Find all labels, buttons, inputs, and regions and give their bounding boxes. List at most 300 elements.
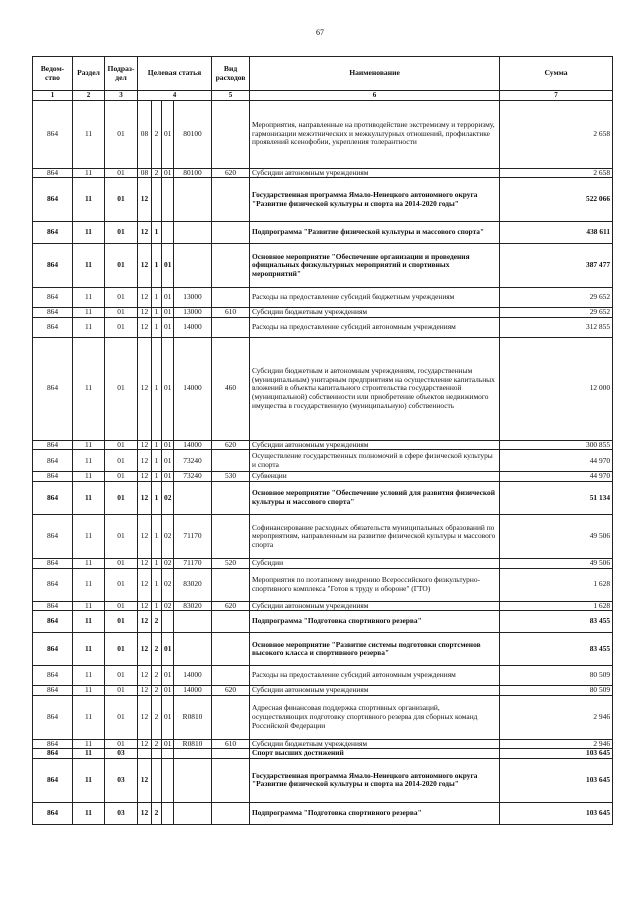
sum-cell: 12 000 [500, 337, 613, 440]
target-direction-cell [174, 178, 212, 222]
target-direction-cell: R0810 [174, 695, 212, 739]
table-row [33, 308, 613, 318]
target-subprogram-cell: 2 [152, 686, 162, 696]
expense-type-cell [212, 633, 250, 666]
item-name-cell: Подпрограмма "Подготовка спортивного резерва" [250, 611, 500, 633]
section-cell: 11 [73, 802, 105, 824]
sum-cell: 83 455 [500, 633, 613, 666]
target-activity-cell: 02 [162, 568, 174, 601]
subsection-cell: 03 [105, 802, 138, 824]
subsection-cell: 01 [105, 666, 138, 686]
target-direction-cell: 73240 [174, 450, 212, 472]
item-name-cell: Субсидии бюджетным учреждениям [250, 308, 500, 318]
target-direction-cell: 71170 [174, 558, 212, 568]
section-cell: 11 [73, 666, 105, 686]
section-cell: 11 [73, 337, 105, 440]
target-activity-cell: 01 [162, 695, 174, 739]
section-cell: 11 [73, 450, 105, 472]
section-cell: 11 [73, 100, 105, 168]
target-direction-cell: 13000 [174, 288, 212, 308]
target-direction-cell: 83020 [174, 601, 212, 611]
expense-type-cell [212, 802, 250, 824]
dept-cell: 864 [33, 337, 73, 440]
item-name-cell: Субсидии бюджетным и автономным учреждениям, государственным (муниципальным) унитарным предприятиям на осуществление капитальных вложений в объекты капитального строительства государственной (муниципальной) собственности или приобретение объектов недвижимого имущества в государственную (муниципальную) собственность [250, 337, 500, 440]
sum-cell: 80 509 [500, 666, 613, 686]
table-row [33, 611, 613, 633]
table-body [33, 100, 613, 824]
item-name-cell: Расходы на предоставление субсидий автономным учреждениям [250, 317, 500, 337]
dept-cell: 864 [33, 666, 73, 686]
target-program-cell: 12 [138, 244, 152, 288]
target-direction-cell [174, 749, 212, 759]
dept-cell: 864 [33, 178, 73, 222]
subsection-cell: 01 [105, 100, 138, 168]
target-activity-cell [162, 178, 174, 222]
subsection-cell: 03 [105, 758, 138, 802]
item-name-cell: Субсидии автономным учреждениям [250, 686, 500, 696]
subsection-cell: 01 [105, 739, 138, 749]
target-activity-cell [162, 749, 174, 759]
target-subprogram-cell: 1 [152, 514, 162, 558]
sum-cell: 49 506 [500, 558, 613, 568]
target-direction-cell: 80100 [174, 100, 212, 168]
target-activity-cell: 01 [162, 739, 174, 749]
target-subprogram-cell: 1 [152, 337, 162, 440]
header-row [33, 57, 613, 91]
sum-cell: 44 970 [500, 450, 613, 472]
section-cell: 11 [73, 168, 105, 178]
target-direction-cell: 14000 [174, 440, 212, 450]
dept-cell: 864 [33, 758, 73, 802]
target-direction-cell [174, 802, 212, 824]
target-direction-cell: 83020 [174, 568, 212, 601]
sum-cell: 80 509 [500, 686, 613, 696]
target-subprogram-cell: 1 [152, 317, 162, 337]
expense-type-cell: 610 [212, 308, 250, 318]
col-number: 2 [73, 91, 105, 101]
subsection-cell: 01 [105, 244, 138, 288]
expense-type-cell [212, 450, 250, 472]
dept-cell: 864 [33, 802, 73, 824]
table-row [33, 758, 613, 802]
sum-cell: 387 477 [500, 244, 613, 288]
table-row [33, 558, 613, 568]
col-number: 7 [500, 91, 613, 101]
item-name-cell: Субсидии автономным учреждениям [250, 168, 500, 178]
section-cell: 11 [73, 222, 105, 244]
target-program-cell: 12 [138, 666, 152, 686]
target-direction-cell [174, 244, 212, 288]
subsection-cell: 01 [105, 695, 138, 739]
sum-cell: 1 628 [500, 568, 613, 601]
expense-type-cell: 530 [212, 472, 250, 482]
expense-type-cell: 620 [212, 686, 250, 696]
sum-cell: 103 645 [500, 749, 613, 759]
col-header-section: Раздел [73, 57, 105, 91]
table-row [33, 472, 613, 482]
section-cell: 11 [73, 695, 105, 739]
target-program-cell: 08 [138, 100, 152, 168]
expense-type-cell: 520 [212, 558, 250, 568]
target-subprogram-cell: 2 [152, 633, 162, 666]
target-direction-cell: R0810 [174, 739, 212, 749]
target-subprogram-cell: 2 [152, 666, 162, 686]
target-activity-cell: 01 [162, 440, 174, 450]
table-row [33, 568, 613, 601]
table-row [33, 317, 613, 337]
col-number: 5 [212, 91, 250, 101]
item-name-cell: Субвенции [250, 472, 500, 482]
expense-type-cell [212, 749, 250, 759]
expense-type-cell [212, 317, 250, 337]
expense-type-cell [212, 178, 250, 222]
target-activity-cell [162, 802, 174, 824]
target-program-cell: 12 [138, 601, 152, 611]
target-subprogram-cell [152, 749, 162, 759]
item-name-cell: Осуществление государственных полномочий в сфере физической культуры и спорта [250, 450, 500, 472]
expense-type-cell: 610 [212, 739, 250, 749]
table-row [33, 337, 613, 440]
table-row [33, 168, 613, 178]
sum-cell: 103 645 [500, 758, 613, 802]
col-header-sum: Сумма [500, 57, 613, 91]
table-row [33, 633, 613, 666]
target-program-cell: 12 [138, 308, 152, 318]
col-number: 4 [138, 91, 212, 101]
target-direction-cell [174, 222, 212, 244]
section-cell: 11 [73, 481, 105, 514]
budget-table [32, 56, 613, 825]
col-header-exp-type: Вид расходов [212, 57, 250, 91]
item-name-cell: Субсидии автономным учреждениям [250, 440, 500, 450]
section-cell: 11 [73, 308, 105, 318]
target-direction-cell: 80100 [174, 168, 212, 178]
sum-cell: 29 652 [500, 308, 613, 318]
target-subprogram-cell: 1 [152, 440, 162, 450]
table-row [33, 749, 613, 759]
target-program-cell: 12 [138, 514, 152, 558]
target-program-cell: 12 [138, 288, 152, 308]
dept-cell: 864 [33, 308, 73, 318]
sum-cell: 300 855 [500, 440, 613, 450]
item-name-cell: Субсидии [250, 558, 500, 568]
expense-type-cell [212, 758, 250, 802]
section-cell: 11 [73, 440, 105, 450]
item-name-cell: Основное мероприятие "Развитие системы подготовки спортсменов высокого класса и спортивного резерва" [250, 633, 500, 666]
subsection-cell: 01 [105, 568, 138, 601]
expense-type-cell [212, 100, 250, 168]
target-activity-cell: 01 [162, 168, 174, 178]
column-number-row [33, 91, 613, 101]
section-cell: 11 [73, 758, 105, 802]
subsection-cell: 01 [105, 168, 138, 178]
expense-type-cell [212, 695, 250, 739]
dept-cell: 864 [33, 288, 73, 308]
section-cell: 11 [73, 558, 105, 568]
target-activity-cell: 01 [162, 308, 174, 318]
table-row [33, 178, 613, 222]
subsection-cell: 01 [105, 481, 138, 514]
expense-type-cell [212, 666, 250, 686]
col-number: 6 [250, 91, 500, 101]
item-name-cell: Адресная финансовая поддержка спортивных организаций, осуществляющих подготовку спортивного резерва для сборных команд Российской Федерации [250, 695, 500, 739]
target-program-cell: 12 [138, 686, 152, 696]
target-subprogram-cell: 1 [152, 568, 162, 601]
dept-cell: 864 [33, 222, 73, 244]
subsection-cell: 01 [105, 308, 138, 318]
expense-type-cell: 620 [212, 440, 250, 450]
target-activity-cell: 01 [162, 686, 174, 696]
target-activity-cell: 02 [162, 481, 174, 514]
section-cell: 11 [73, 288, 105, 308]
target-direction-cell [174, 633, 212, 666]
target-activity-cell: 01 [162, 666, 174, 686]
target-subprogram-cell: 2 [152, 695, 162, 739]
target-direction-cell [174, 481, 212, 514]
subsection-cell: 01 [105, 514, 138, 558]
col-header-name: Наименование [250, 57, 500, 91]
dept-cell: 864 [33, 611, 73, 633]
table-row [33, 440, 613, 450]
section-cell: 11 [73, 611, 105, 633]
target-activity-cell: 02 [162, 514, 174, 558]
target-activity-cell: 01 [162, 244, 174, 288]
page-number: 67 [316, 28, 324, 37]
target-subprogram-cell [152, 758, 162, 802]
item-name-cell: Софинансирование расходных обязательств муниципальных образований по мероприятиям, направленным на развитие физической культуры и массового спорта [250, 514, 500, 558]
sum-cell: 522 066 [500, 178, 613, 222]
subsection-cell: 01 [105, 337, 138, 440]
col-header-subsection: Подраз-дел [105, 57, 138, 91]
sum-cell: 2 946 [500, 695, 613, 739]
section-cell: 11 [73, 178, 105, 222]
sum-cell: 51 134 [500, 481, 613, 514]
target-direction-cell: 13000 [174, 308, 212, 318]
target-subprogram-cell: 1 [152, 558, 162, 568]
dept-cell: 864 [33, 739, 73, 749]
col-number: 1 [33, 91, 73, 101]
dept-cell: 864 [33, 168, 73, 178]
col-number: 3 [105, 91, 138, 101]
expense-type-cell: 620 [212, 601, 250, 611]
item-name-cell: Подпрограмма "Развитие физической культуры и массового спорта" [250, 222, 500, 244]
subsection-cell: 01 [105, 178, 138, 222]
target-subprogram-cell: 1 [152, 288, 162, 308]
item-name-cell: Мероприятия по поэтапному внедрению Всероссийского физкультурно-спортивного комплекса "Готов к труду и обороне" (ГТО) [250, 568, 500, 601]
section-cell: 11 [73, 633, 105, 666]
target-program-cell: 12 [138, 739, 152, 749]
target-program-cell: 12 [138, 450, 152, 472]
expense-type-cell [212, 244, 250, 288]
section-cell: 11 [73, 472, 105, 482]
item-name-cell: Основное мероприятие "Обеспечение условий для развития физической культуры и массового спорта" [250, 481, 500, 514]
expense-type-cell [212, 481, 250, 514]
subsection-cell: 01 [105, 611, 138, 633]
item-name-cell: Мероприятия, направленные на противодействие экстремизму и терроризму, гармонизации межэтнических и межкультурных отношений, профилактике проявлений ксенофобии, укрепления толерантности [250, 100, 500, 168]
section-cell: 11 [73, 514, 105, 558]
expense-type-cell: 620 [212, 168, 250, 178]
target-subprogram-cell: 1 [152, 601, 162, 611]
target-activity-cell: 01 [162, 472, 174, 482]
target-program-cell: 08 [138, 168, 152, 178]
table-row [33, 288, 613, 308]
dept-cell: 864 [33, 568, 73, 601]
item-name-cell: Государственная программа Ямало-Ненецкого автономного округа "Развитие физической культуры и спорта на 2014-2020 годы" [250, 178, 500, 222]
target-activity-cell: 02 [162, 601, 174, 611]
table-row [33, 514, 613, 558]
table-row [33, 802, 613, 824]
dept-cell: 864 [33, 514, 73, 558]
section-cell: 11 [73, 749, 105, 759]
target-program-cell: 12 [138, 481, 152, 514]
target-subprogram-cell: 1 [152, 450, 162, 472]
target-program-cell: 12 [138, 440, 152, 450]
subsection-cell: 01 [105, 633, 138, 666]
target-subprogram-cell: 1 [152, 308, 162, 318]
dept-cell: 864 [33, 601, 73, 611]
target-direction-cell: 71170 [174, 514, 212, 558]
sum-cell: 2 946 [500, 739, 613, 749]
item-name-cell: Спорт высших достижений [250, 749, 500, 759]
subsection-cell: 01 [105, 686, 138, 696]
table-row [33, 100, 613, 168]
target-activity-cell [162, 222, 174, 244]
target-subprogram-cell: 1 [152, 472, 162, 482]
expense-type-cell [212, 611, 250, 633]
section-cell: 11 [73, 686, 105, 696]
section-cell: 11 [73, 568, 105, 601]
subsection-cell: 01 [105, 288, 138, 308]
dept-cell: 864 [33, 472, 73, 482]
sum-cell: 49 506 [500, 514, 613, 558]
expense-type-cell [212, 568, 250, 601]
expense-type-cell: 460 [212, 337, 250, 440]
target-subprogram-cell: 2 [152, 168, 162, 178]
target-program-cell: 12 [138, 802, 152, 824]
target-subprogram-cell: 1 [152, 481, 162, 514]
table-row [33, 244, 613, 288]
target-program-cell: 12 [138, 472, 152, 482]
target-activity-cell [162, 758, 174, 802]
item-name-cell: Подпрограмма "Подготовка спортивного резерва" [250, 802, 500, 824]
dept-cell: 864 [33, 481, 73, 514]
target-subprogram-cell: 2 [152, 802, 162, 824]
item-name-cell: Субсидии автономным учреждениям [250, 601, 500, 611]
sum-cell: 44 970 [500, 472, 613, 482]
target-activity-cell: 02 [162, 558, 174, 568]
dept-cell: 864 [33, 317, 73, 337]
sum-cell: 83 455 [500, 611, 613, 633]
target-program-cell: 12 [138, 633, 152, 666]
subsection-cell: 01 [105, 440, 138, 450]
target-direction-cell [174, 758, 212, 802]
subsection-cell: 01 [105, 222, 138, 244]
subsection-cell: 01 [105, 558, 138, 568]
target-program-cell: 12 [138, 568, 152, 601]
dept-cell: 864 [33, 558, 73, 568]
target-direction-cell: 73240 [174, 472, 212, 482]
target-activity-cell [162, 611, 174, 633]
target-program-cell: 12 [138, 558, 152, 568]
target-program-cell: 12 [138, 178, 152, 222]
expense-type-cell [212, 288, 250, 308]
target-subprogram-cell [152, 178, 162, 222]
expense-type-cell [212, 514, 250, 558]
col-header-target: Целевая статья [138, 57, 212, 91]
target-subprogram-cell: 1 [152, 244, 162, 288]
sum-cell: 2 658 [500, 168, 613, 178]
target-activity-cell: 01 [162, 450, 174, 472]
expense-type-cell [212, 222, 250, 244]
col-header-dept: Ведом-ство [33, 57, 73, 91]
target-program-cell: 12 [138, 695, 152, 739]
item-name-cell: Государственная программа Ямало-Ненецкого автономного округа "Развитие физической культуры и спорта на 2014-2020 годы" [250, 758, 500, 802]
sum-cell: 29 652 [500, 288, 613, 308]
target-activity-cell: 01 [162, 337, 174, 440]
target-direction-cell: 14000 [174, 317, 212, 337]
section-cell: 11 [73, 244, 105, 288]
table-row [33, 686, 613, 696]
dept-cell: 864 [33, 440, 73, 450]
target-subprogram-cell: 2 [152, 739, 162, 749]
target-subprogram-cell: 1 [152, 222, 162, 244]
item-name-cell: Расходы на предоставление субсидий автономным учреждениям [250, 666, 500, 686]
target-direction-cell: 14000 [174, 686, 212, 696]
item-name-cell: Субсидии бюджетным учреждениям [250, 739, 500, 749]
sum-cell: 2 658 [500, 100, 613, 168]
dept-cell: 864 [33, 633, 73, 666]
section-cell: 11 [73, 739, 105, 749]
target-direction-cell: 14000 [174, 666, 212, 686]
section-cell: 11 [73, 601, 105, 611]
dept-cell: 864 [33, 695, 73, 739]
sum-cell: 438 611 [500, 222, 613, 244]
item-name-cell: Основное мероприятие "Обеспечение организации и проведения официальных физкультурных мероприятий и спортивных мероприятий" [250, 244, 500, 288]
dept-cell: 864 [33, 100, 73, 168]
subsection-cell: 01 [105, 450, 138, 472]
subsection-cell: 01 [105, 601, 138, 611]
dept-cell: 864 [33, 749, 73, 759]
table-row [33, 666, 613, 686]
target-subprogram-cell: 2 [152, 611, 162, 633]
item-name-cell: Расходы на предоставление субсидий бюджетным учреждениям [250, 288, 500, 308]
section-cell: 11 [73, 317, 105, 337]
target-activity-cell: 01 [162, 633, 174, 666]
target-program-cell: 12 [138, 222, 152, 244]
table-row [33, 739, 613, 749]
dept-cell: 864 [33, 244, 73, 288]
target-activity-cell: 01 [162, 288, 174, 308]
target-program-cell: 12 [138, 758, 152, 802]
target-activity-cell: 01 [162, 317, 174, 337]
target-direction-cell: 14000 [174, 337, 212, 440]
target-program-cell: 12 [138, 317, 152, 337]
target-direction-cell [174, 611, 212, 633]
target-program-cell: 12 [138, 611, 152, 633]
target-program-cell: 12 [138, 337, 152, 440]
subsection-cell: 01 [105, 472, 138, 482]
sum-cell: 312 855 [500, 317, 613, 337]
target-program-cell [138, 749, 152, 759]
table-row [33, 601, 613, 611]
subsection-cell: 01 [105, 317, 138, 337]
table-row [33, 222, 613, 244]
target-activity-cell: 01 [162, 100, 174, 168]
dept-cell: 864 [33, 686, 73, 696]
subsection-cell: 03 [105, 749, 138, 759]
table-row [33, 481, 613, 514]
target-subprogram-cell: 2 [152, 100, 162, 168]
